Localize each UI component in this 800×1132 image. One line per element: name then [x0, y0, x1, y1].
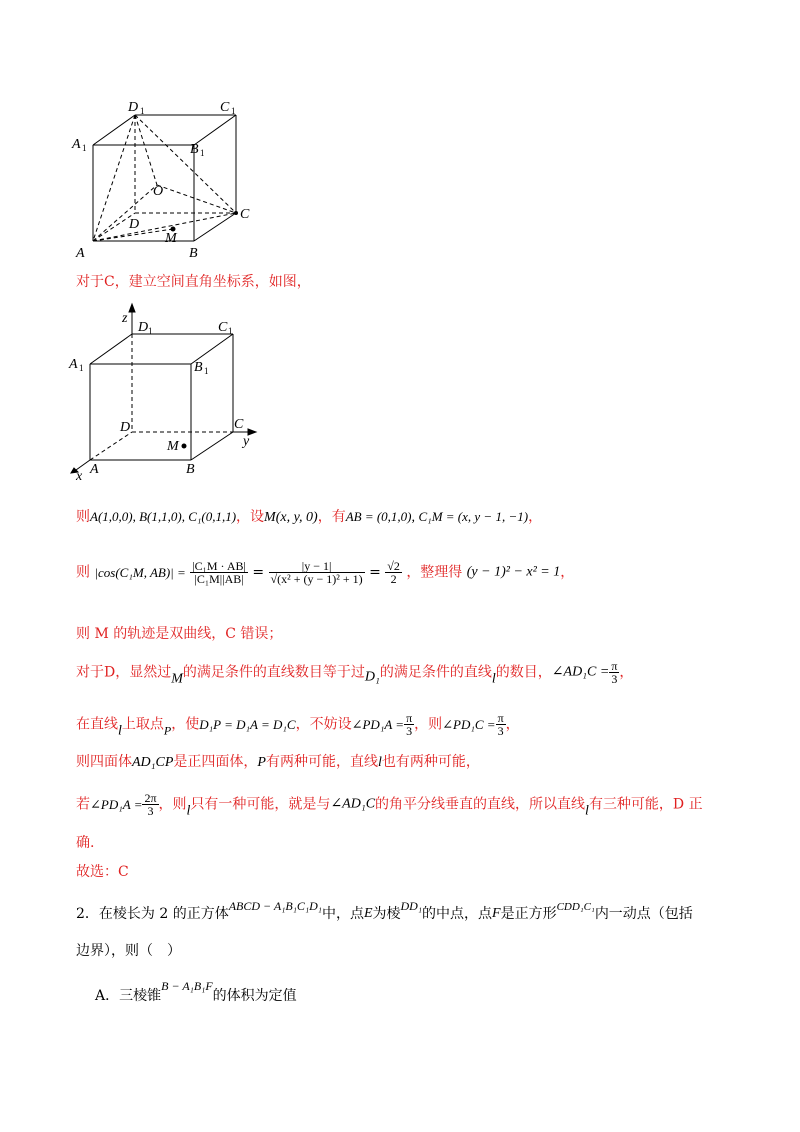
option-a: A．三棱锥B − A₁B₁F的体积为定值 [95, 979, 297, 1004]
label-d: D [129, 217, 140, 232]
line-6: 在直线l上取点P，使D₁P = D₁A = D₁C，不妨设∠PD₁A = $\frac{\pi}{3}$ ，则∠PD₁C = $\frac{\pi}{3}$ ， [76, 711, 520, 739]
axis-x: x [76, 469, 83, 480]
svg-text:1: 1 [82, 143, 87, 153]
cube-figure-2 [60, 300, 270, 480]
label-d1-2: D [138, 320, 149, 335]
svg-text:1: 1 [79, 363, 84, 373]
axis-y: y [243, 434, 250, 449]
svg-text:1: 1 [228, 326, 233, 336]
label-b-2: B [186, 462, 195, 477]
label-c-2: C [234, 417, 244, 432]
label-o: O [153, 184, 164, 199]
svg-text:1: 1 [200, 148, 205, 158]
label-c1: C [220, 100, 230, 115]
label-b1-2: B [194, 360, 203, 375]
line-9: 确. [76, 835, 95, 851]
label-m: M [165, 231, 177, 246]
line-1: 对于C，建立空间直角坐标系，如图， [76, 274, 311, 290]
line-5: 对于D，显然过M的满足条件的直线数目等于过D₁的满足条件的直线l的数目，∠AD₁C = $\frac{\pi}{3}$ ， [76, 659, 634, 687]
line-4: 则 M 的轨迹是双曲线，C 错误； [76, 626, 283, 642]
question-2-line-1: 2．在棱长为 2 的正方体ABCD − A₁B₁C₁D₁中，点E为棱DD₁的中点，点F是正方形$^{CDD_1C_1}$内一动点（包括 [76, 899, 693, 922]
axis-z: z [122, 311, 128, 326]
label-d-2: D [120, 420, 131, 435]
label-b1: B [190, 142, 199, 157]
label-c1-2: C [218, 320, 228, 335]
line-3: 则 |cos(C₁M, AB)| = $\frac{\text{|C₁M · AB|}}{\text{|C₁M||AB|}}$ = $\frac{|y - 1|}{\text{√(x² + (y − 1)² + 1)}}$ = $\frac{√2}{2}$ ，整理得 (y − 1)² − x² = 1， [76, 559, 575, 586]
point-m-dot-2 [182, 444, 187, 449]
label-d1: D [128, 100, 139, 115]
label-a1: A [72, 137, 81, 152]
label-a: A [76, 246, 85, 261]
cube-figure-1 [60, 95, 260, 265]
line-2: 则A(1,0,0), B(1,1,0), C₁(0,1,1)，设M(x, y, 0)，有AB = (0,1,0), C₁M = (x, y − 1, −1)， [76, 509, 543, 525]
svg-text:1: 1 [148, 326, 153, 336]
question-2-line-2: 边界），则（ ） [76, 943, 181, 959]
line-10: 故选：C [76, 864, 129, 880]
svg-text:1: 1 [231, 106, 236, 116]
label-c: C [240, 207, 250, 222]
line-8: 若∠PD₁A = $\frac{2\pi}{3}$ ，则l只有一种可能，就是与∠AD₁C的角平分线垂直的直线，所以直线l有三种可能，D 正 [76, 791, 703, 819]
label-m-2: M [167, 439, 179, 454]
svg-text:1: 1 [140, 106, 145, 116]
label-a-2: A [90, 462, 99, 477]
svg-text:1: 1 [204, 366, 209, 376]
line-7: 则四面体AD₁CP是正四面体，P有两种可能，直线l也有两种可能， [76, 754, 480, 770]
label-a1-2: A [69, 357, 78, 372]
label-b: B [189, 246, 198, 261]
